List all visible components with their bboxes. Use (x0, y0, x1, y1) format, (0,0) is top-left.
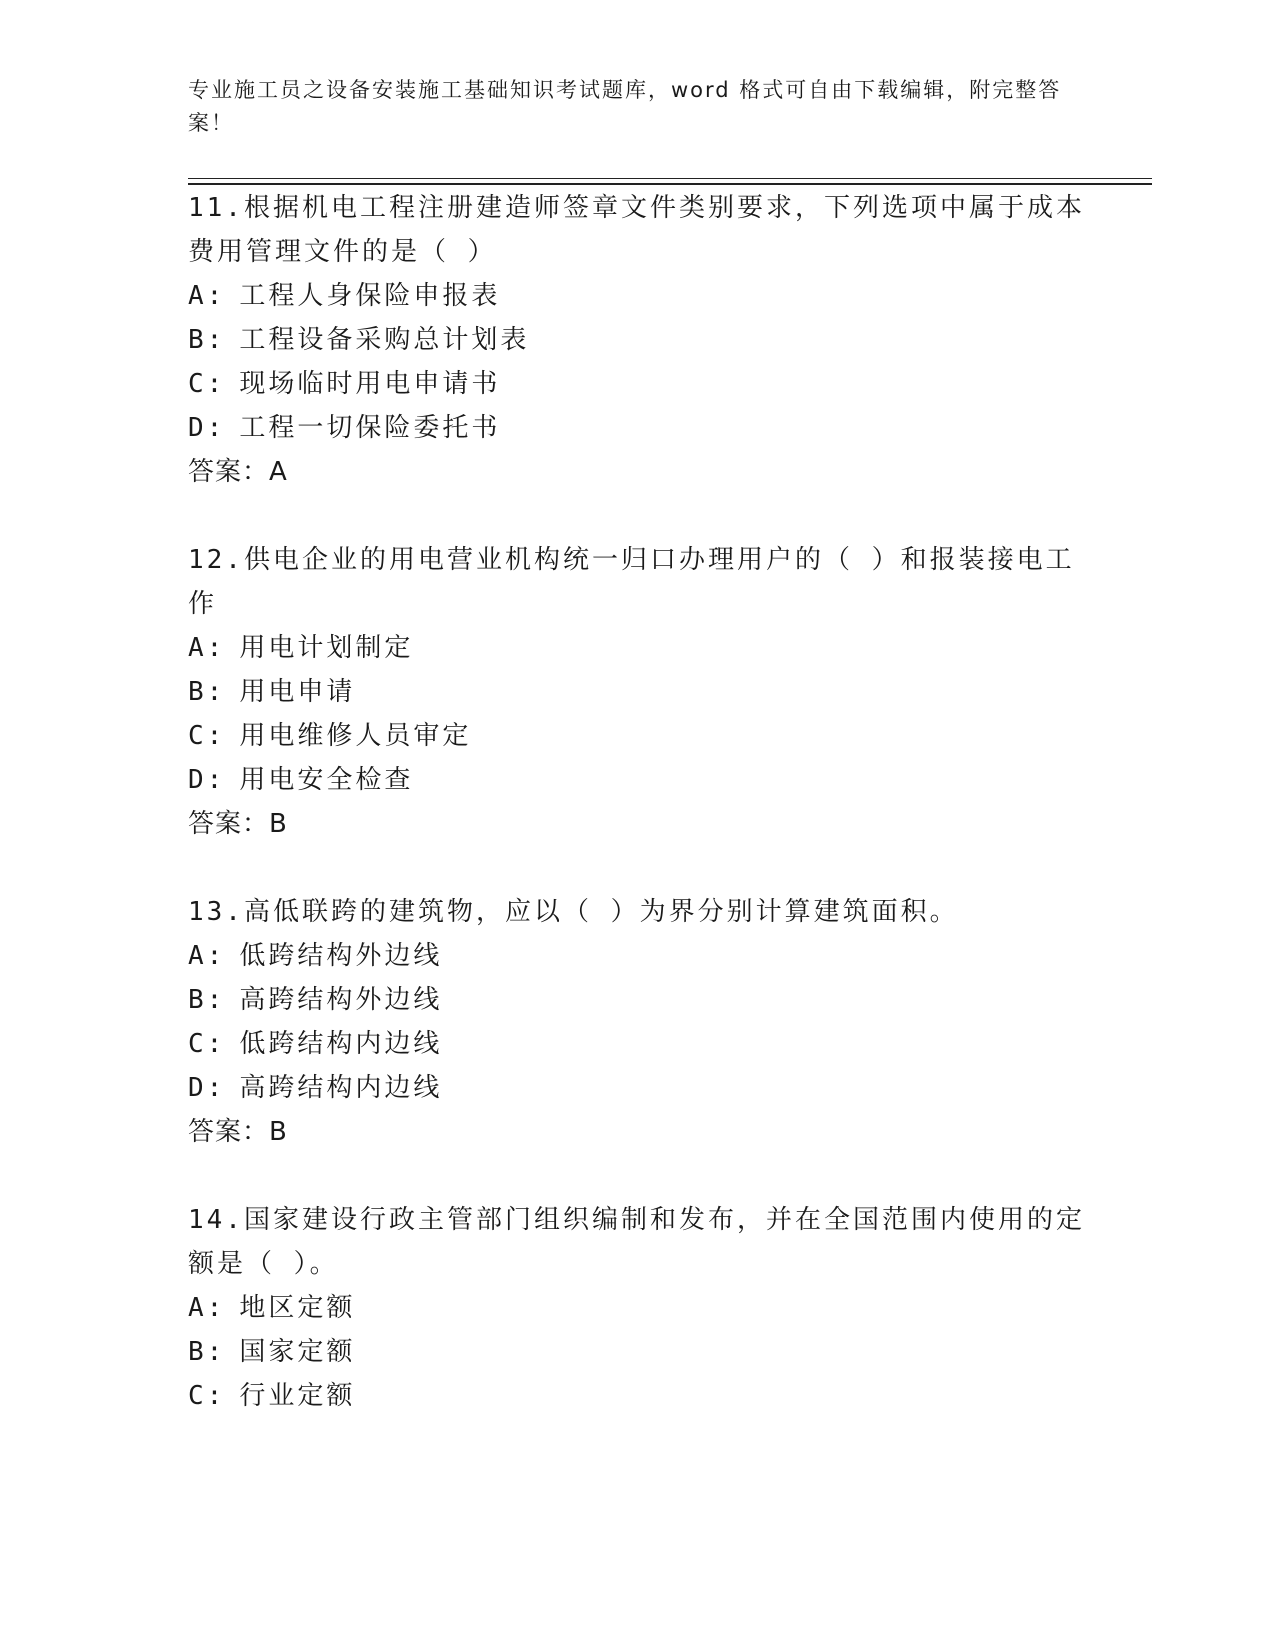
option-text: 国家定额 (239, 1337, 356, 1367)
option-letter: C: (188, 721, 226, 751)
header-divider-thick (188, 183, 1152, 185)
question-11-option-d (188, 406, 500, 450)
question-12-option-b (188, 670, 355, 714)
question-14-option-a (188, 1286, 355, 1330)
option-letter: C: (188, 1381, 226, 1411)
question-12-option-d (188, 758, 413, 802)
option-text: 高跨结构内边线 (239, 1073, 443, 1103)
question-13-option-c (188, 1022, 442, 1066)
question-12-stem: 12.供电企业的用电营业机构统一归口办理用户的（ ）和报装接电工作 (188, 545, 1075, 619)
option-text: 工程设备采购总计划表 (239, 325, 530, 355)
question-12-option-a (188, 626, 413, 670)
option-text: 低跨结构内边线 (239, 1029, 443, 1059)
option-text: 用电安全检查 (239, 765, 414, 795)
option-letter: B: (188, 1337, 226, 1367)
option-text: 地区定额 (239, 1293, 356, 1323)
question-13-stem: 13.高低联跨的建筑物，应以（ ）为界分别计算建筑面积。 (188, 897, 959, 927)
option-letter: A: (188, 281, 226, 311)
question-13-option-b (188, 978, 442, 1022)
option-letter: B: (188, 985, 226, 1015)
document-header: 专业施工员之设备安装施工基础知识考试题库，word 格式可自由下载编辑，附完整答案！ (188, 78, 1062, 135)
question-11-option-a (188, 274, 500, 318)
question-11-answer: 答案：A (188, 457, 288, 487)
option-text: 用电计划制定 (239, 633, 414, 663)
header-divider-thin (188, 178, 1152, 179)
question-13-option-d (188, 1066, 442, 1110)
option-letter: A: (188, 941, 226, 971)
option-text: 用电维修人员审定 (239, 721, 472, 751)
question-11-stem: 11.根据机电工程注册建造师签章文件类别要求，下列选项中属于成本费用管理文件的是（ ） (188, 193, 1085, 267)
option-text: 行业定额 (239, 1381, 356, 1411)
option-text: 高跨结构外边线 (239, 985, 443, 1015)
option-letter: D: (188, 413, 226, 443)
option-letter: C: (188, 1029, 226, 1059)
question-12-option-c (188, 714, 471, 758)
question-11-option-b (188, 318, 529, 362)
question-14-option-c (188, 1374, 355, 1418)
option-letter: D: (188, 1073, 226, 1103)
option-letter: B: (188, 325, 226, 355)
option-text: 现场临时用电申请书 (239, 369, 501, 399)
question-11-option-c (188, 362, 500, 406)
option-letter: A: (188, 633, 226, 663)
question-14-option-b (188, 1330, 355, 1374)
question-13-option-a (188, 934, 442, 978)
question-13-answer: 答案：B (188, 1117, 288, 1147)
option-text: 用电申请 (239, 677, 356, 707)
question-12-answer: 答案：B (188, 809, 288, 839)
option-letter: A: (188, 1293, 226, 1323)
option-letter: C: (188, 369, 226, 399)
option-text: 工程人身保险申报表 (239, 281, 501, 311)
option-letter: B: (188, 677, 226, 707)
option-letter: D: (188, 765, 226, 795)
question-14-stem: 14.国家建设行政主管部门组织编制和发布，并在全国范围内使用的定额是（ ）。 (188, 1205, 1085, 1279)
option-text: 低跨结构外边线 (239, 941, 443, 971)
option-text: 工程一切保险委托书 (239, 413, 501, 443)
